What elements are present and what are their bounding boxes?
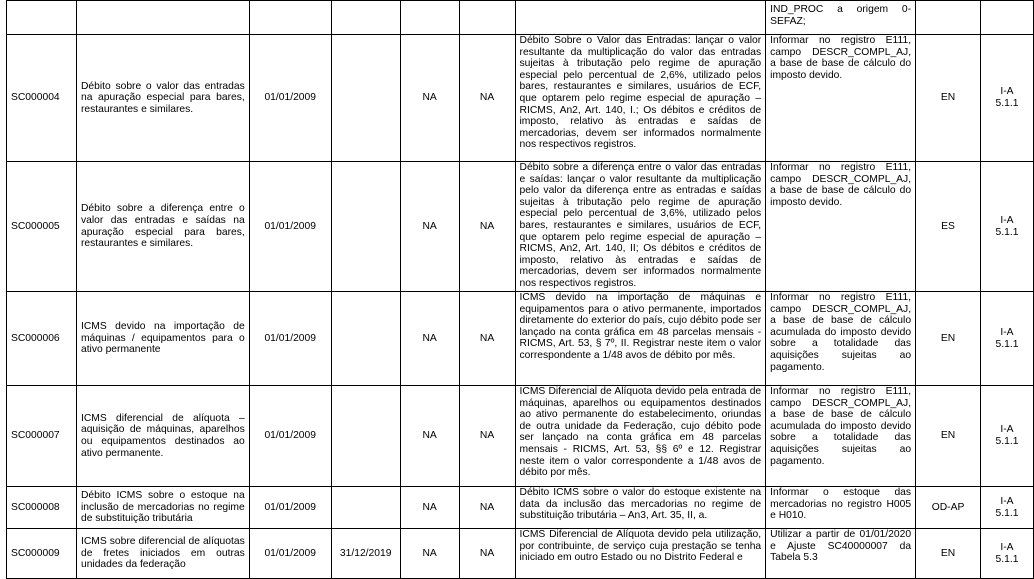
cell-info: Utilizar a partir de 01/01/2020 e Ajuste SC40000007 da Tabela 5.3 xyxy=(766,529,916,579)
table-row xyxy=(7,162,1034,292)
reference-line: I-A xyxy=(1000,326,1014,338)
cell-long-description: Débito sobre a diferença entre o valor das entradas e saídas: lançar o valor resultante da multiplicação pelo valor da diferença entre as entradas e saídas sujeitas à tributação pelo regime de apuração especial pelo percentual de 3,6%, utilizado pelos bares, restaurantes e similares, usuários de ECF, que optarem pelo regime especial de apuração – RICMS, An2, Art. 140, II; Os débitos e créditos de imposto, relativo às entradas e saídas de mercadorias, devem ser informados normalmente nos respectivos registros. xyxy=(515,162,766,292)
cell-start-date: 01/01/2009 xyxy=(249,162,331,292)
cell-start-date xyxy=(249,1,331,35)
table-row xyxy=(7,487,1034,529)
table-row xyxy=(7,292,1034,386)
cell-description: ICMS devido na importação de máquinas / equipamentos para o ativo permanente xyxy=(76,292,249,386)
cell-col5: NA xyxy=(459,162,515,292)
reference-line: 5.1.1 xyxy=(995,338,1019,350)
cell-long-description: ICMS Diferencial de Alíquota devido pela entrada de máquinas, aparelhos ou equipamentos destinados ao ativo permanente do estabelecimento, oriundas de outra unidade da Federação, cujo débito pode ser lançado na conta gráfica em 48 parcelas mensais - RICMS, Art. 53, §§ 6º e 12. Registrar neste item o valor correspondente a 1/48 avos de débito por mês. xyxy=(515,386,766,487)
cell-reference xyxy=(980,35,1033,162)
adjustment-codes-table xyxy=(6,0,1034,579)
cell-end-date: 31/12/2019 xyxy=(331,529,400,579)
table-row xyxy=(7,386,1034,487)
cell-type: EN xyxy=(916,292,981,386)
info-line: SEFAZ; xyxy=(770,15,806,27)
cell-start-date: 01/01/2009 xyxy=(249,529,331,579)
cell-code: SC000006 xyxy=(7,292,77,386)
cell-code: SC000009 xyxy=(7,529,77,579)
cell-col4: NA xyxy=(400,35,459,162)
cell-type: ES xyxy=(916,162,981,292)
cell-info: Informar no registro E111, campo DESCR_COMPL_AJ, a base de base de cálculo do imposto devido. xyxy=(766,162,916,292)
cell-col5: NA xyxy=(459,487,515,529)
cell-reference xyxy=(980,1,1033,35)
cell-long-description: ICMS devido na importação de máquinas e equipamentos para o ativo permanente, importados diretamente do exterior do país, cujo débito pode ser lançado na conta gráfica em 48 parcelas mensais - RICMS, Art. 53, § 7º, II. Registrar neste item o valor correspondente a 1/48 avos de débito por mês. xyxy=(515,292,766,386)
cell-type: OD-AP xyxy=(916,487,981,529)
cell-reference xyxy=(980,529,1033,579)
cell-code xyxy=(7,1,77,35)
cell-col4: NA xyxy=(400,487,459,529)
cell-long-description: Débito ICMS sobre o valor do estoque existente na data da inclusão das mercadorias no regime de substituição tributária – An3, Art. 35, II, a. xyxy=(515,487,766,529)
cell-info: Informar no registro E111, campo DESCR_COMPL_AJ, a base de base de cálculo acumulada do imposto devido sobre a totalidade das aquisições sujeitas ao pagamento. xyxy=(766,292,916,386)
reference-line: 5.1.1 xyxy=(995,436,1019,447)
cell-col5 xyxy=(459,1,515,35)
cell-start-date: 01/01/2009 xyxy=(249,292,331,386)
cell-description: ICMS sobre diferencial de alíquotas de fretes iniciados em outras unidades da federação xyxy=(76,529,249,579)
cell-reference xyxy=(980,386,1033,487)
cell-code: SC000008 xyxy=(7,487,77,529)
cell-start-date: 01/01/2009 xyxy=(249,35,331,162)
cell-info xyxy=(766,1,916,35)
cell-description: Débito sobre o valor das entradas na apuração especial para bares, restaurantes e similares. xyxy=(76,35,249,162)
cell-info: Informar no registro E111, campo DESCR_COMPL_AJ, a base de base de cálculo acumulada do imposto devido sobre a totalidade das aquisições sujeitas ao pagamento. xyxy=(766,386,916,487)
cell-col4: NA xyxy=(400,292,459,386)
cell-col5: NA xyxy=(459,529,515,579)
cell-col5: NA xyxy=(459,35,515,162)
table-row-partial-top xyxy=(7,1,1034,35)
cell-col5: NA xyxy=(459,292,515,386)
table-row xyxy=(7,529,1034,579)
reference-line: 5.1.1 xyxy=(995,226,1019,238)
cell-type: EN xyxy=(916,35,981,162)
cell-description: ICMS diferencial de alíquota – aquisição de máquinas, aparelhos ou equipamentos destinados ao ativo permanente. xyxy=(76,386,249,487)
cell-description xyxy=(76,1,249,35)
info-line: IND_PROC a origem 0- xyxy=(770,4,912,15)
cell-type xyxy=(916,1,981,35)
cell-reference xyxy=(980,162,1033,292)
reference-line: I-A xyxy=(1000,214,1014,226)
cell-col4: NA xyxy=(400,162,459,292)
cell-end-date xyxy=(331,386,400,487)
cell-description: Débito sobre a diferença entre o valor das entradas e saídas na apuração especial para bares, restaurantes e similares. xyxy=(76,162,249,292)
reference-line: I-A xyxy=(1000,541,1014,553)
cell-code: SC000005 xyxy=(7,162,77,292)
cell-col5: NA xyxy=(459,386,515,487)
cell-reference xyxy=(980,487,1033,529)
cell-col4: NA xyxy=(400,529,459,579)
cell-code: SC000004 xyxy=(7,35,77,162)
reference-line: 5.1.1 xyxy=(995,98,1019,109)
reference-line: 5.1.1 xyxy=(995,553,1019,565)
reference-line: I-A xyxy=(1000,86,1014,98)
reference-line: I-A xyxy=(1000,424,1014,436)
cell-code: SC000007 xyxy=(7,386,77,487)
cell-description: Débito ICMS sobre o estoque na inclusão de mercadorias no regime de substituição tributária xyxy=(76,487,249,529)
cell-end-date xyxy=(331,35,400,162)
cell-start-date: 01/01/2009 xyxy=(249,487,331,529)
cell-col4: NA xyxy=(400,386,459,487)
cell-info: Informar no registro E111, campo DESCR_COMPL_AJ, a base de base de cálculo do imposto devido. xyxy=(766,35,916,162)
cell-info: Informar o estoque das mercadorias no registro H005 e H010. xyxy=(766,487,916,529)
reference-line: I-A xyxy=(1000,495,1014,507)
reference-line: 5.1.1 xyxy=(995,507,1019,519)
cell-end-date xyxy=(331,487,400,529)
cell-start-date: 01/01/2009 xyxy=(249,386,331,487)
cell-long-description: Débito Sobre o Valor das Entradas: lançar o valor resultante da multiplicação do valor das entradas sujeitas à tributação pelo regime de apuração especial pelo percentual de 2,6%, utilizado pelos bares, restaurantes e similares, usuários de ECF, que optarem pelo regime especial de apuração – RICMS, An2, Art. 140, I.; Os débitos e créditos de imposto, relativo às entradas e saídas de mercadorias, devem ser informados normalmente nos respectivos registros. xyxy=(515,35,766,162)
cell-type: EN xyxy=(916,529,981,579)
cell-col4 xyxy=(400,1,459,35)
cell-end-date xyxy=(331,1,400,35)
cell-end-date xyxy=(331,292,400,386)
cell-end-date xyxy=(331,162,400,292)
cell-reference xyxy=(980,292,1033,386)
cell-long-description: ICMS Diferencial de Alíquota devido pela utilização, por contribuinte, de serviço cuja prestação se tenha iniciado em outro Estado ou no Distrito Federal e xyxy=(515,529,766,579)
cell-type: EN xyxy=(916,386,981,487)
cell-long-description xyxy=(515,1,766,35)
table-row xyxy=(7,35,1034,162)
